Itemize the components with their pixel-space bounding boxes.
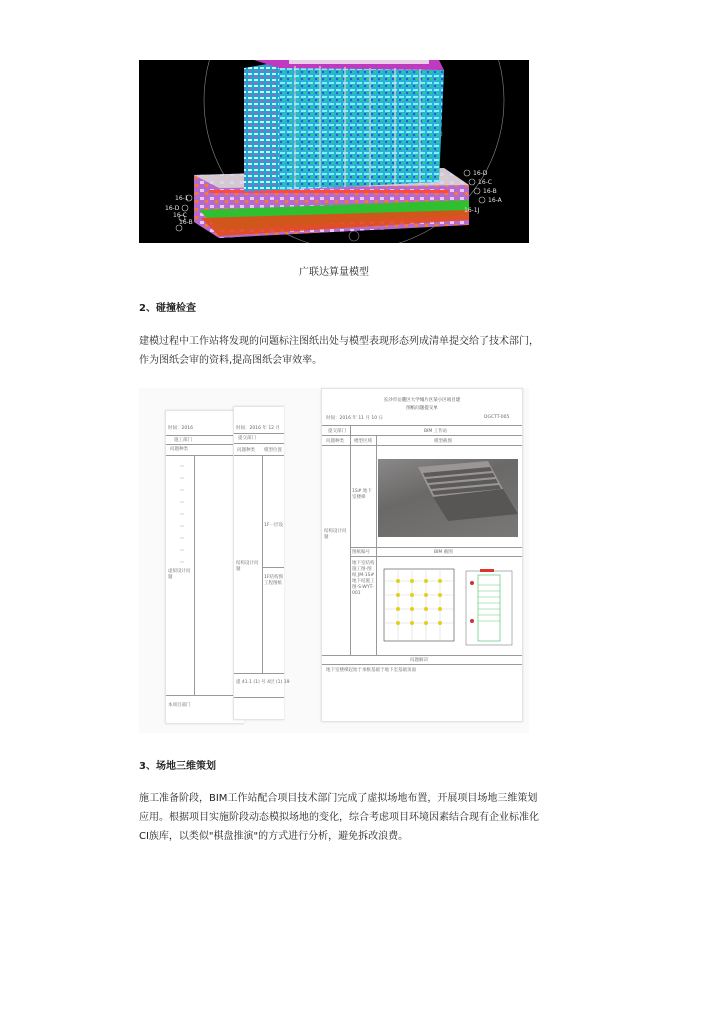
grid-label: 16-D bbox=[473, 170, 488, 177]
section-heading: 2、碰撞检查 bbox=[139, 303, 196, 314]
grid-label: 16-C bbox=[173, 212, 187, 219]
form-dept: 提交部门 bbox=[238, 436, 256, 441]
paragraph-line: 施工准备阶段，BIM工作站配合项目技术部门完成了虚拟场地布置，开展项目场地三维策划 bbox=[139, 793, 538, 804]
form-date: 时间：2016 年 11 月 10 日 bbox=[326, 416, 384, 421]
form-footer: 提 41.1 (1) 号 4层 (1) 19 bbox=[236, 680, 290, 685]
paragraph-line: CI族库，以类似"棋盘推演"的方式进行分析，避免拆改浪费。 bbox=[139, 831, 409, 842]
row1-desc: 1S# 地下室楼梯 bbox=[352, 489, 372, 500]
form-item: 问题种类 bbox=[170, 447, 188, 452]
form-station: BIM 工作站 bbox=[424, 429, 448, 434]
form-title: 长沙市岳麓区大学城片区某小区项目建 bbox=[383, 398, 461, 403]
issue-form-2 bbox=[233, 406, 290, 720]
stair-model-screenshot bbox=[378, 459, 518, 537]
grid-label: 16-A bbox=[488, 197, 502, 204]
form-item: 问题种类 bbox=[237, 448, 255, 453]
bim-model-image bbox=[139, 60, 529, 243]
form-date: 时间：2016 bbox=[168, 426, 193, 431]
form-category: 结构设计问题 bbox=[324, 529, 347, 540]
drawing-plan bbox=[378, 561, 520, 651]
form-note-2: 1F结构图工程图纸 bbox=[264, 575, 283, 586]
grid-label: 16-B bbox=[483, 188, 497, 195]
section-paragraph bbox=[139, 789, 549, 846]
grid-label: 16-B bbox=[179, 219, 193, 226]
form-subtitle: 图纸问题提交单 bbox=[406, 406, 438, 411]
form-dept: 提交部门 bbox=[328, 429, 346, 434]
issue-form-3 bbox=[321, 388, 523, 722]
form-bim-shot: BIM 截图 bbox=[434, 550, 453, 555]
bim-model-render bbox=[139, 60, 529, 243]
stair-render bbox=[378, 459, 518, 537]
form-dept: 施工部门 bbox=[174, 438, 192, 443]
row2-desc: 地下室结构施工图-图纸 JM-1S# 地下结施工图-S-WYT-001 bbox=[352, 561, 375, 596]
form-item: 问题种类 bbox=[326, 439, 344, 444]
section-heading: 3、场地三维策划 bbox=[139, 761, 216, 772]
form-col2: 模型位置 bbox=[264, 448, 282, 453]
form-code: DGCTT-005 bbox=[484, 415, 510, 420]
form-category: 结构设计问题 bbox=[236, 561, 259, 572]
forms-collage bbox=[139, 388, 529, 733]
grid-label: 16-C bbox=[478, 179, 492, 186]
grid-label: 16-1 bbox=[175, 195, 189, 202]
form-drawing-no: 图纸编号 bbox=[352, 550, 370, 555]
form-footer: 地下室楼梯起始于承框基础于地下室基础顶面 bbox=[326, 668, 416, 673]
form-solution: 问题解决 bbox=[410, 658, 428, 663]
paragraph-line: 建模过程中工作站将发现的问题标注图纸出处与模型表现形态列成清单提交给了技术部门， bbox=[139, 336, 539, 347]
grid-label: 16-D bbox=[165, 205, 180, 212]
form-note: 1F一层设 bbox=[264, 523, 283, 528]
grid-label: 16-1J bbox=[464, 207, 480, 214]
form-date: 时间：2016 年 12 月 bbox=[236, 426, 280, 431]
form-category: 虚拟设计问题 bbox=[168, 569, 191, 580]
form-ticks bbox=[180, 461, 186, 571]
form-model-shot: 模型截图 bbox=[434, 439, 452, 444]
paragraph-line: 作为图纸会审的资料,提高图纸会审效率。 bbox=[139, 355, 323, 366]
form-footer: 本项目部门 bbox=[168, 703, 191, 708]
paragraph-line: 应用。根据项目实施阶段动态模拟场地的变化，综合考虑项目环境因素结合现有企业标准化 bbox=[139, 812, 539, 823]
section-paragraph bbox=[139, 332, 539, 370]
figure-caption: 广联达算量模型 bbox=[299, 267, 369, 278]
form-location: 楼型区域 bbox=[354, 439, 372, 444]
